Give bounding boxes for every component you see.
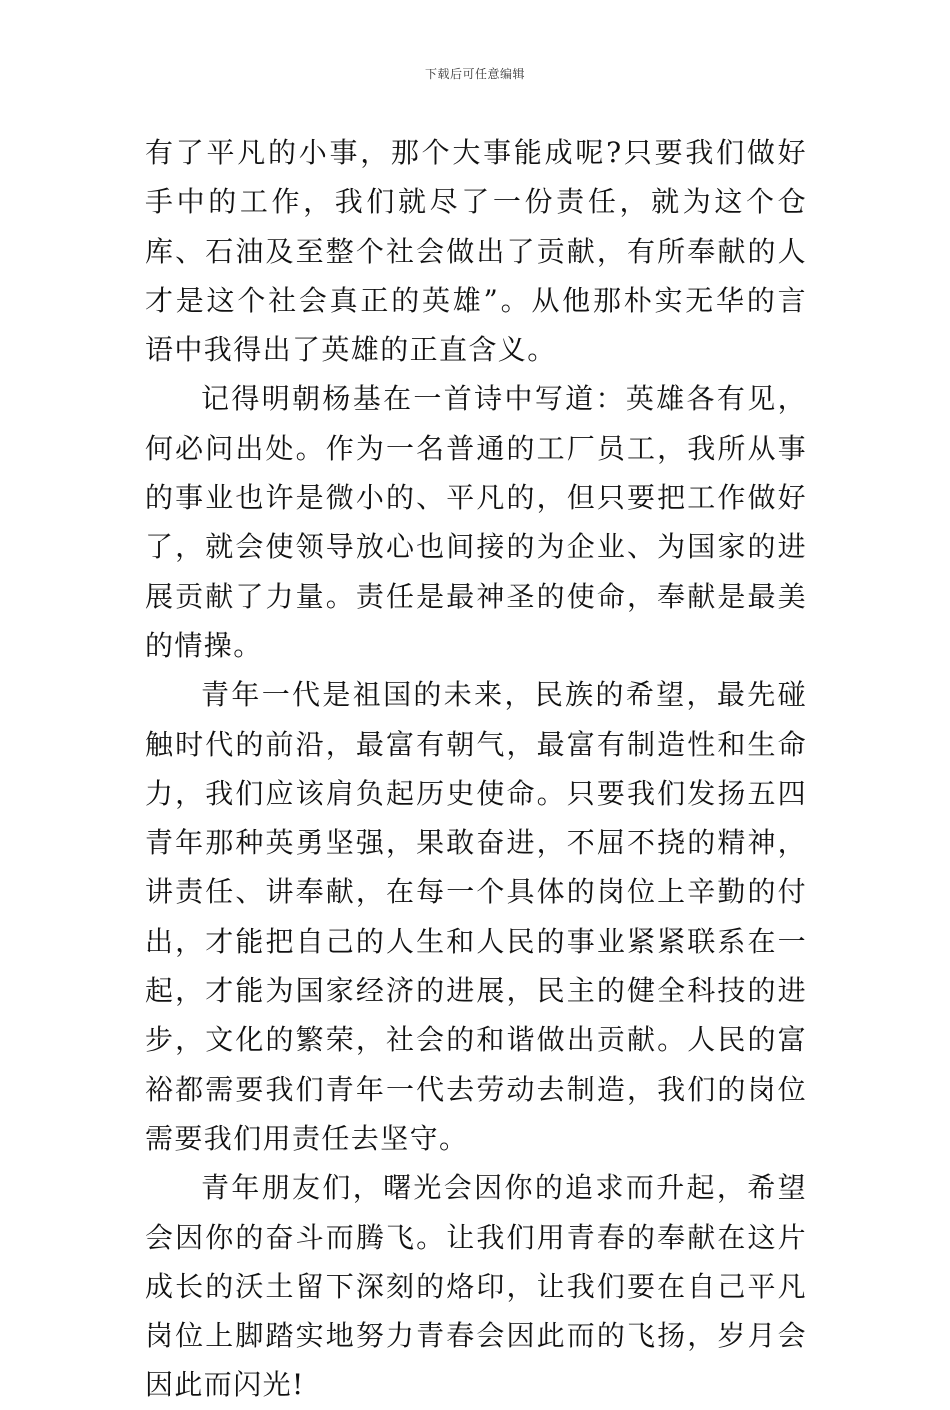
paragraph: 青年朋友们，曙光会因你的追求而升起，希望会因你的奋斗而腾飞。让我们用青春的奉献在这片成长的沃土留下深刻的烙印，让我们要在自己平凡岗位上脚踏实地努力青春会因此而的飞扬，岁月会因此而闪光! <box>145 1171 807 1402</box>
document-body <box>145 128 807 1410</box>
page-header: 下载后可任意编辑 <box>424 67 525 81</box>
paragraph-continued: 有了平凡的小事，那个大事能成呢?只要我们做好手中的工作，我们就尽了一份责任，就为这个仓库、石油及至整个社会做出了贡献，有所奉献的人才是这个社会真正的英雄”。从他那朴实无华的言语中我得出了英雄的正直含义。 <box>145 136 807 367</box>
paragraph: 青年一代是祖国的未来，民族的希望，最先碰触时代的前沿，最富有朝气，最富有制造性和生命力，我们应该肩负起历史使命。只要我们发扬五四青年那种英勇坚强，果敢奋进，不屈不挠的精神，讲责任、讲奉献，在每一个具体的岗位上辛勤的付出，才能把自己的人生和人民的事业紧紧联系在一起，才能为国家经济的进展，民主的健全科技的进步，文化的繁荣，社会的和谐做出贡献。人民的富裕都需要我们青年一代去劳动去制造，我们的岗位需要我们用责任去坚守。 <box>145 678 807 1155</box>
paragraph: 记得明朝杨基在一首诗中写道：英雄各有见，何必问出处。作为一名普通的工厂员工，我所从事的事业也许是微小的、平凡的，但只要把工作做好了，就会使领导放心也间接的为企业、为国家的进展贡献了力量。责任是最神圣的使命，奉献是最美的情操。 <box>145 382 807 662</box>
